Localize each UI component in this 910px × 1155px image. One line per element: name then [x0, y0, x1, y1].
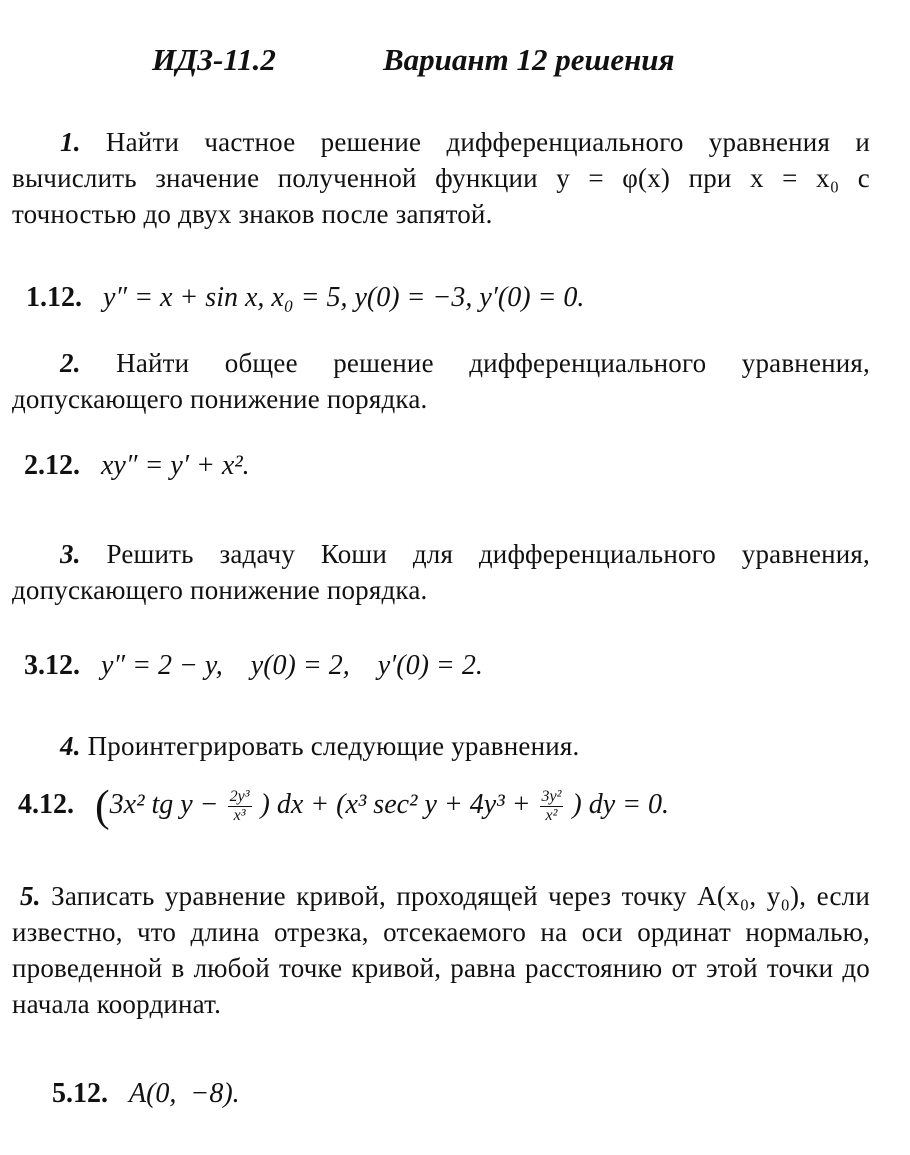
problem-3-number: 3. [60, 539, 81, 569]
task-2-12-number: 2.12. [24, 450, 80, 481]
problem-1-number: 1. [60, 127, 81, 157]
task-5-12-point: A(0, −8). [129, 1078, 240, 1109]
problem-2-statement [12, 345, 870, 417]
task-4-12-dy-part: ) dy = 0. [572, 788, 670, 820]
fraction-2-numerator: 3y² [541, 788, 562, 805]
problem-2-number: 2. [60, 348, 81, 378]
problem-2-text: Найти общее решение дифференциального уравнения, допускающего понижение порядка. [12, 348, 871, 414]
fraction-1-numerator: 2y³ [229, 788, 250, 805]
fraction-2-denominator: x² [545, 807, 558, 824]
task-1-12 [26, 282, 584, 314]
task-1-12-number: 1.12. [26, 282, 82, 313]
problem-5-number: 5. [20, 881, 41, 911]
task-4-12-term-a: 3x² tg y − [109, 788, 219, 820]
task-5-12 [52, 1078, 240, 1110]
problem-4-text: Проинтегрировать следующие уравнения. [87, 731, 580, 761]
task-4-12-open-paren: ( [95, 781, 110, 831]
task-2-12 [24, 450, 250, 482]
problem-1-text: Найти частное решение дифференциального уравнения и вычислить значение полученной функции y = φ(x) при x = x₀ с точностью до двух знаков после запятой. [12, 127, 870, 229]
task-4-12-term-b: x³ sec² y + 4y³ + [345, 788, 531, 820]
problem-1-statement [12, 124, 870, 232]
problem-4-number: 4. [60, 731, 81, 761]
task-4-12-fraction-2 [540, 788, 564, 825]
fraction-1-denominator: x³ [233, 807, 246, 824]
problem-5-text: Записать уравнение кривой, проходящей через точку A(x₀, y₀), если известно, что длина отрезка, отсекаемого на оси ординат нормалью, проведенной в любой точке кривой, равна расстоянию от этой точки до начала координат. [12, 881, 871, 1019]
problem-5-statement [12, 878, 870, 1022]
task-3-12-number: 3.12. [24, 650, 80, 681]
problem-4-statement [12, 728, 870, 764]
task-5-12-number: 5.12. [52, 1078, 108, 1109]
task-4-12 [18, 781, 670, 831]
task-3-12-equation: y″ = 2 − y, y(0) = 2, y′(0) = 2. [101, 650, 483, 681]
task-4-12-number: 4.12. [18, 788, 74, 820]
header-variant-title: Вариант 12 решения [383, 42, 675, 77]
task-2-12-equation: xy″ = y′ + x². [101, 450, 250, 481]
task-4-12-dx-part: ) dx + ( [260, 788, 346, 820]
problem-3-statement [12, 536, 870, 608]
header-assignment-id: ИДЗ-11.2 [152, 42, 276, 77]
task-1-12-equation: y″ = x + sin x, x₀ = 5, y(0) = −3, y′(0) = 0. [103, 282, 585, 313]
task-4-12-fraction-1 [228, 788, 252, 825]
task-3-12 [24, 650, 483, 682]
problem-3-text: Решить задачу Коши для дифференциального уравнения, допускающего понижение порядка. [12, 539, 871, 605]
